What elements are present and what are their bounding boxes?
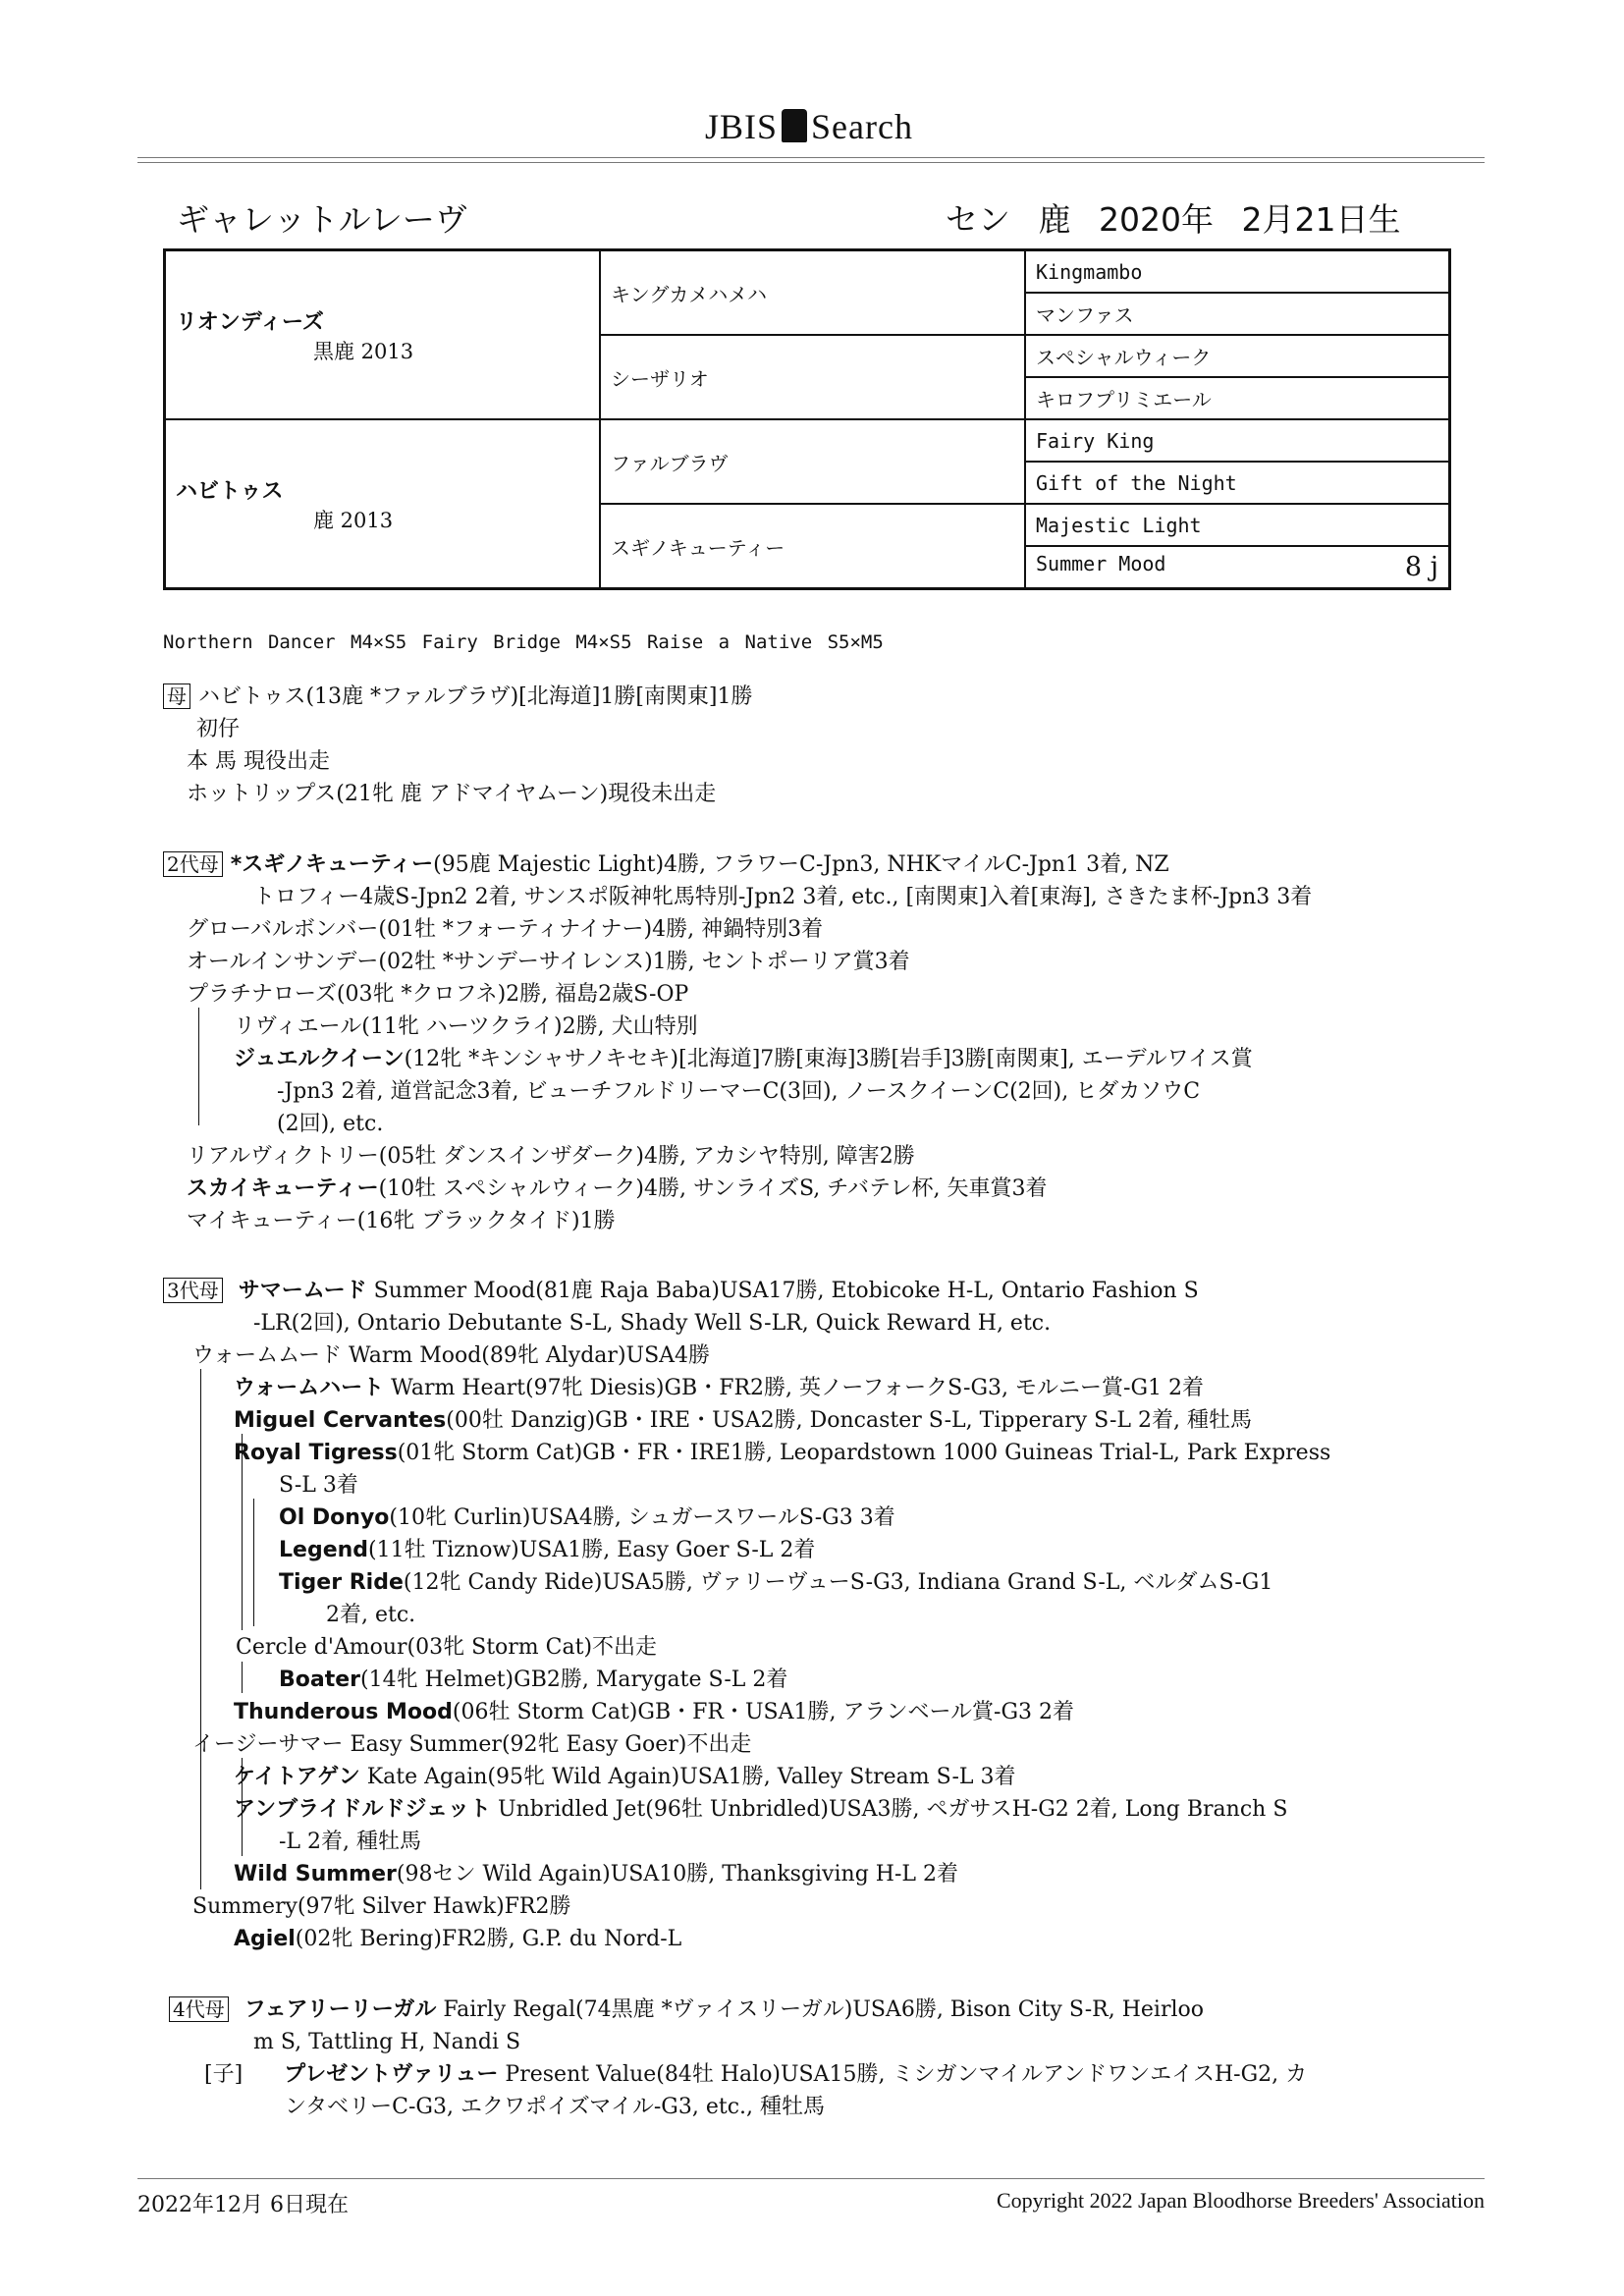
tree-bar xyxy=(200,1369,201,1889)
gen3-cell: Kingmambo xyxy=(1025,250,1450,294)
section-tag: 母 xyxy=(163,683,190,709)
entry-text: Fairly Regal(74黒鹿 *ヴァイスリーガル)USA6勝, Bison City S-R, Heirloo xyxy=(443,1997,1204,2022)
entry-text: トロフィー4歳S-Jpn2 2着, サンスポ阪神牝馬特別-Jpn2 3着, etc., [南関東]入着[東海], さきたま杯-Jpn3 3着 xyxy=(253,885,1313,909)
section4-head xyxy=(169,1995,1204,2025)
section3-head xyxy=(163,1277,1199,1306)
entry-text: (12牝 Candy Ride)USA5勝, ヴァリーヴューS-G3, Indiana Grand S-L, ベルダムS-G1 xyxy=(403,1570,1273,1595)
header-rule xyxy=(137,157,1485,158)
entry-text: プラチナローズ(03牝 *クロフネ)2勝, 福島2歳S-OP xyxy=(187,982,689,1007)
section-tag: 4代母 xyxy=(169,1996,229,2022)
entry-text: S-L 3着 xyxy=(279,1473,358,1498)
dam-line xyxy=(163,683,753,712)
entry-name: Miguel Cervantes xyxy=(234,1408,447,1433)
gen3-cell: スペシャルウィーク xyxy=(1025,335,1450,377)
inbreeding-crosses: Northern Dancer M4×S5 Fairy Bridge M4×S5 Raise a Native S5×M5 xyxy=(163,631,884,653)
gen3-cell: マンファス xyxy=(1025,293,1450,335)
entry-text: -Jpn3 2着, 道営記念3着, ビューチフルドリーマーC(3回), ノースクイーンC(2回), ヒダカソウC xyxy=(277,1079,1201,1104)
entry-text: Cercle d'Amour(03牝 Storm Cat)不出走 xyxy=(236,1635,658,1660)
gen2-dam-dam: スギノキューティー xyxy=(600,504,1025,589)
gen2-dam-sire: ファルブラヴ xyxy=(600,419,1025,504)
entry-line xyxy=(234,1763,1016,1792)
entry-name: Wild Summer xyxy=(234,1862,397,1886)
entry-line xyxy=(234,1045,1253,1074)
gen3-cell: Gift of the Night xyxy=(1025,462,1450,504)
horse-name: ギャレットルレーヴ xyxy=(177,200,467,239)
entry-line xyxy=(204,2060,1307,2090)
entry-text: (00牡 Danzig)GB・IRE・USA2勝, Doncaster S-L, Tipperary S-L 2着, 種牡馬 xyxy=(446,1408,1253,1433)
entry-text: グローバルボンバー(01牡 *フォーティナイナー)4勝, 神鍋特別3着 xyxy=(187,917,824,942)
dam-cell xyxy=(165,419,601,589)
gen3-cell: Majestic Light xyxy=(1025,504,1450,546)
entry-line xyxy=(279,1666,787,1695)
entry-name: フェアリーリーガル xyxy=(244,1997,437,2022)
footer-rule xyxy=(137,2178,1485,2179)
logo-text-search: Search xyxy=(811,107,913,146)
entry-text: Kate Again(95牝 Wild Again)USA1勝, Valley Stream S-L 3着 xyxy=(366,1765,1016,1789)
entry-text: (95鹿 Majestic Light)4勝, フラワーC-Jpn3, NHKマイルC-Jpn1 3着, NZ xyxy=(433,852,1169,877)
entry-text: ウォームムード Warm Mood(89牝 Alydar)USA4勝 xyxy=(192,1343,711,1368)
gen3-cell: Fairy King xyxy=(1025,419,1450,462)
entry-name: スカイキューティー xyxy=(187,1176,379,1201)
entry-text: (11牡 Tiznow)USA1勝, Easy Goer S-L 2着 xyxy=(368,1538,816,1562)
as-of-date: 2022年12月 6日現在 xyxy=(137,2193,349,2217)
section-tag: 3代母 xyxy=(163,1278,223,1303)
entry-name: Royal Tigress xyxy=(234,1441,398,1465)
entry-name: ケイトアゲン xyxy=(234,1765,360,1789)
dam-name: ハビトゥス xyxy=(176,478,284,504)
sire-cell xyxy=(165,250,601,420)
entry-text: Warm Heart(97牝 Diesis)GB・FR2勝, 英ノーフォークS-G3, モルニー賞-G1 2着 xyxy=(391,1376,1205,1400)
entry-text: (2回), etc. xyxy=(277,1112,384,1136)
logo-text-jbis: JBIS xyxy=(705,107,779,146)
entry-text: Present Value(84牡 Halo)USA15勝, ミシガンマイルアンドワンエイスH-G2, カ xyxy=(505,2062,1308,2087)
entry-line xyxy=(279,1568,1272,1598)
entry-text: Summer Mood(81鹿 Raja Baba)USA17勝, Etobicoke H-L, Ontario Fashion S xyxy=(373,1279,1199,1303)
entry-line xyxy=(234,1374,1204,1403)
entry-text: (02牝 Bering)FR2勝, G.P. du Nord-L xyxy=(295,1927,682,1951)
entry-line xyxy=(234,1698,1074,1727)
entry-text: Unbridled Jet(96牡 Unbridled)USA3勝, ペガサスH-G2 2着, Long Branch S xyxy=(498,1797,1288,1822)
dam-detail: 鹿 2013 xyxy=(313,508,394,532)
entry-line xyxy=(234,1860,958,1889)
entry-line xyxy=(279,1536,815,1565)
section-tag: 2代母 xyxy=(163,851,223,877)
entry-text: 本 馬 現役出走 xyxy=(187,749,330,774)
entry-name: ジュエルクイーン xyxy=(234,1047,405,1071)
sire-name: リオンディーズ xyxy=(176,309,324,335)
entry-text: 2着, etc. xyxy=(326,1603,416,1627)
entry-line xyxy=(234,1406,1252,1436)
entry-text: 初仔 xyxy=(196,717,241,741)
entry-name: Tiger Ride xyxy=(279,1570,404,1595)
gen3-cell: キロフプリミエール xyxy=(1025,377,1450,419)
gen2-sire-dam: シーザリオ xyxy=(600,335,1025,419)
entry-text: -LR(2回), Ontario Debutante S-L, Shady Well S-LR, Quick Reward H, etc. xyxy=(253,1311,1052,1336)
entry-text: ハビトゥス(13鹿 *ファルブラヴ)[北海道]1勝[南関東]1勝 xyxy=(198,684,753,709)
entry-name: サマームード xyxy=(238,1279,367,1303)
entry-text: (10牡 スペシャルウィーク)4勝, サンライズS, チバテレ杯, 矢車賞3着 xyxy=(378,1176,1048,1201)
tree-bar xyxy=(253,1499,254,1626)
entry-name: Ol Donyo xyxy=(279,1505,390,1530)
gen3-cell-last xyxy=(1025,546,1450,589)
entry-line xyxy=(187,1175,1048,1204)
entry-text: (98セン Wild Again)USA10勝, Thanksgiving H-L 2着 xyxy=(396,1862,958,1886)
offspring-label: [子] xyxy=(204,2062,244,2087)
pedigree-table xyxy=(163,248,1451,590)
entry-text: Summery(97牝 Silver Hawk)FR2勝 xyxy=(192,1894,571,1919)
entry-text: オールインサンデー(02牡 *サンデーサイレンス)1勝, セントポーリア賞3着 xyxy=(187,950,910,974)
entry-text: (14牝 Helmet)GB2勝, Marygate S-L 2着 xyxy=(360,1667,788,1692)
entry-text: (01牝 Storm Cat)GB・FR・IRE1勝, Leopardstown 1000 Guineas Trial-L, Park Express xyxy=(397,1441,1331,1465)
entry-name: Boater xyxy=(279,1667,361,1692)
entry-text: ンタベリーC-G3, エクワポイズマイル-G3, etc., 種牡馬 xyxy=(285,2095,825,2119)
entry-name: アンブライドルドジェット xyxy=(234,1797,492,1822)
entry-name: Agiel xyxy=(234,1927,296,1951)
gen3-name: Summer Mood xyxy=(1036,552,1166,575)
sire-detail: 黒鹿 2013 xyxy=(313,339,414,363)
entry-text: イージーサマー Easy Summer(92牝 Easy Goer)不出走 xyxy=(192,1732,752,1757)
entry-name: *スギノキューティー xyxy=(230,852,434,877)
entry-name: Legend xyxy=(279,1538,369,1562)
entry-text: (06牡 Storm Cat)GB・FR・USA1勝, アランベール賞-G3 2着 xyxy=(452,1700,1075,1724)
tree-bar xyxy=(242,1662,243,1693)
inbreed-code: 8 j xyxy=(1404,552,1438,582)
jbis-search-logo xyxy=(705,106,913,147)
entry-text: リヴィエール(11牝 ハーツクライ)2勝, 犬山特別 xyxy=(234,1014,698,1039)
entry-text: (10牝 Curlin)USA4勝, シュガースワールS-G3 3着 xyxy=(389,1505,895,1530)
header-rule-2 xyxy=(137,162,1485,163)
horse-logo-icon xyxy=(782,109,807,142)
entry-name: Thunderous Mood xyxy=(234,1700,453,1724)
section2-head xyxy=(163,850,1169,880)
horse-info: セン 鹿 2020年 2月21日生 xyxy=(946,200,1401,239)
entry-text: マイキューティー(16牝 ブラックタイド)1勝 xyxy=(187,1209,616,1233)
entry-text: -L 2着, 種牡馬 xyxy=(279,1830,422,1854)
entry-text: (12牝 *キンシャサノキセキ)[北海道]7勝[東海]3勝[岩手]3勝[南関東], エーデルワイス賞 xyxy=(404,1047,1253,1071)
entry-name: プレゼントヴァリュー xyxy=(284,2062,499,2087)
gen2-sire-sire: キングカメハメハ xyxy=(600,250,1025,336)
copyright: Copyright 2022 Japan Bloodhorse Breeders' Association xyxy=(996,2188,1485,2213)
entry-line xyxy=(234,1439,1330,1468)
entry-text: ホットリップス(21牝 鹿 アドマイヤムーン)現役未出走 xyxy=(187,782,717,806)
entry-text: リアルヴィクトリー(05牡 ダンスインザダーク)4勝, アカシヤ特別, 障害2勝 xyxy=(187,1144,915,1169)
entry-name: ウォームハート xyxy=(234,1376,385,1400)
entry-line xyxy=(234,1925,681,1954)
entry-line xyxy=(234,1795,1287,1825)
tree-bar xyxy=(198,1008,199,1125)
entry-line xyxy=(279,1503,895,1533)
entry-text: m S, Tattling H, Nandi S xyxy=(253,2030,521,2054)
